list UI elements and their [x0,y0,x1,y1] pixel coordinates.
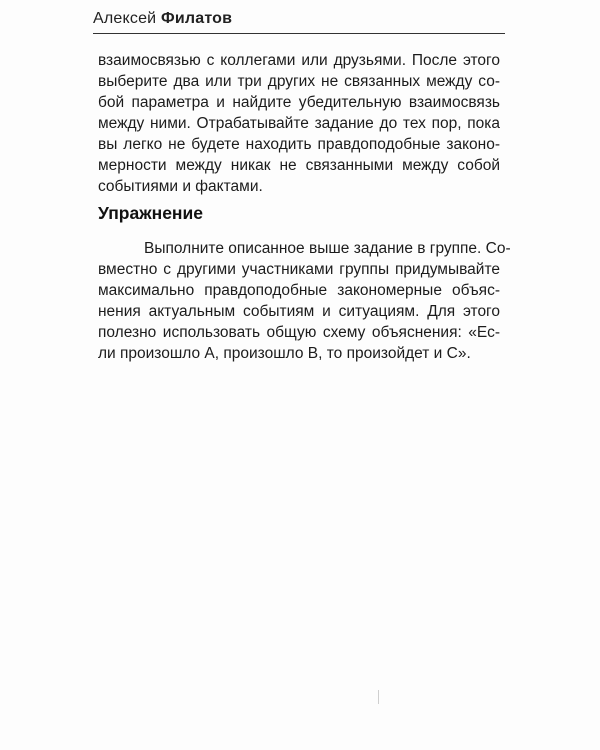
paragraph-line: мерности между никак не связанными между собой [98,157,500,174]
paragraph-line: вы легко не будете находить правдоподобные законо- [98,136,500,153]
paragraph-line: максимально правдоподобные закономерные объяс- [98,282,500,299]
paragraph-continuation [98,50,500,197]
paragraph-line: полезно использовать общую схему объяснения: «Ес- [98,324,500,341]
author-first-name: Алексей [93,10,157,27]
paragraph-line: взаимосвязью с коллегами или друзьями. После этого [98,52,500,69]
paragraph-line: событиями и фактами. [98,178,263,195]
paragraph-line: ли произошло А, произошло В, то произойдет и С». [98,345,471,362]
paragraph-line: бой параметра и найдите убедительную взаимосвязь [98,94,500,111]
paragraph-line: Выполните описанное выше задание в группе. Со- [144,240,511,257]
paragraph-line: вместно с другими участниками группы придумывайте [98,261,500,278]
header-rule [93,33,505,34]
paragraph-line: нения актуальным событиям и ситуациям. Для этого [98,303,500,320]
running-header [93,10,232,28]
author-last-name: Филатов [160,10,233,27]
paragraph-line: между ними. Отрабатывайте задание до тех пор, пока [98,115,500,132]
paragraph-line: выберите два или три других не связанных между со- [98,73,500,90]
scan-artifact [378,690,379,704]
exercise-paragraph [98,238,511,364]
section-heading: Упражнение [98,203,203,223]
